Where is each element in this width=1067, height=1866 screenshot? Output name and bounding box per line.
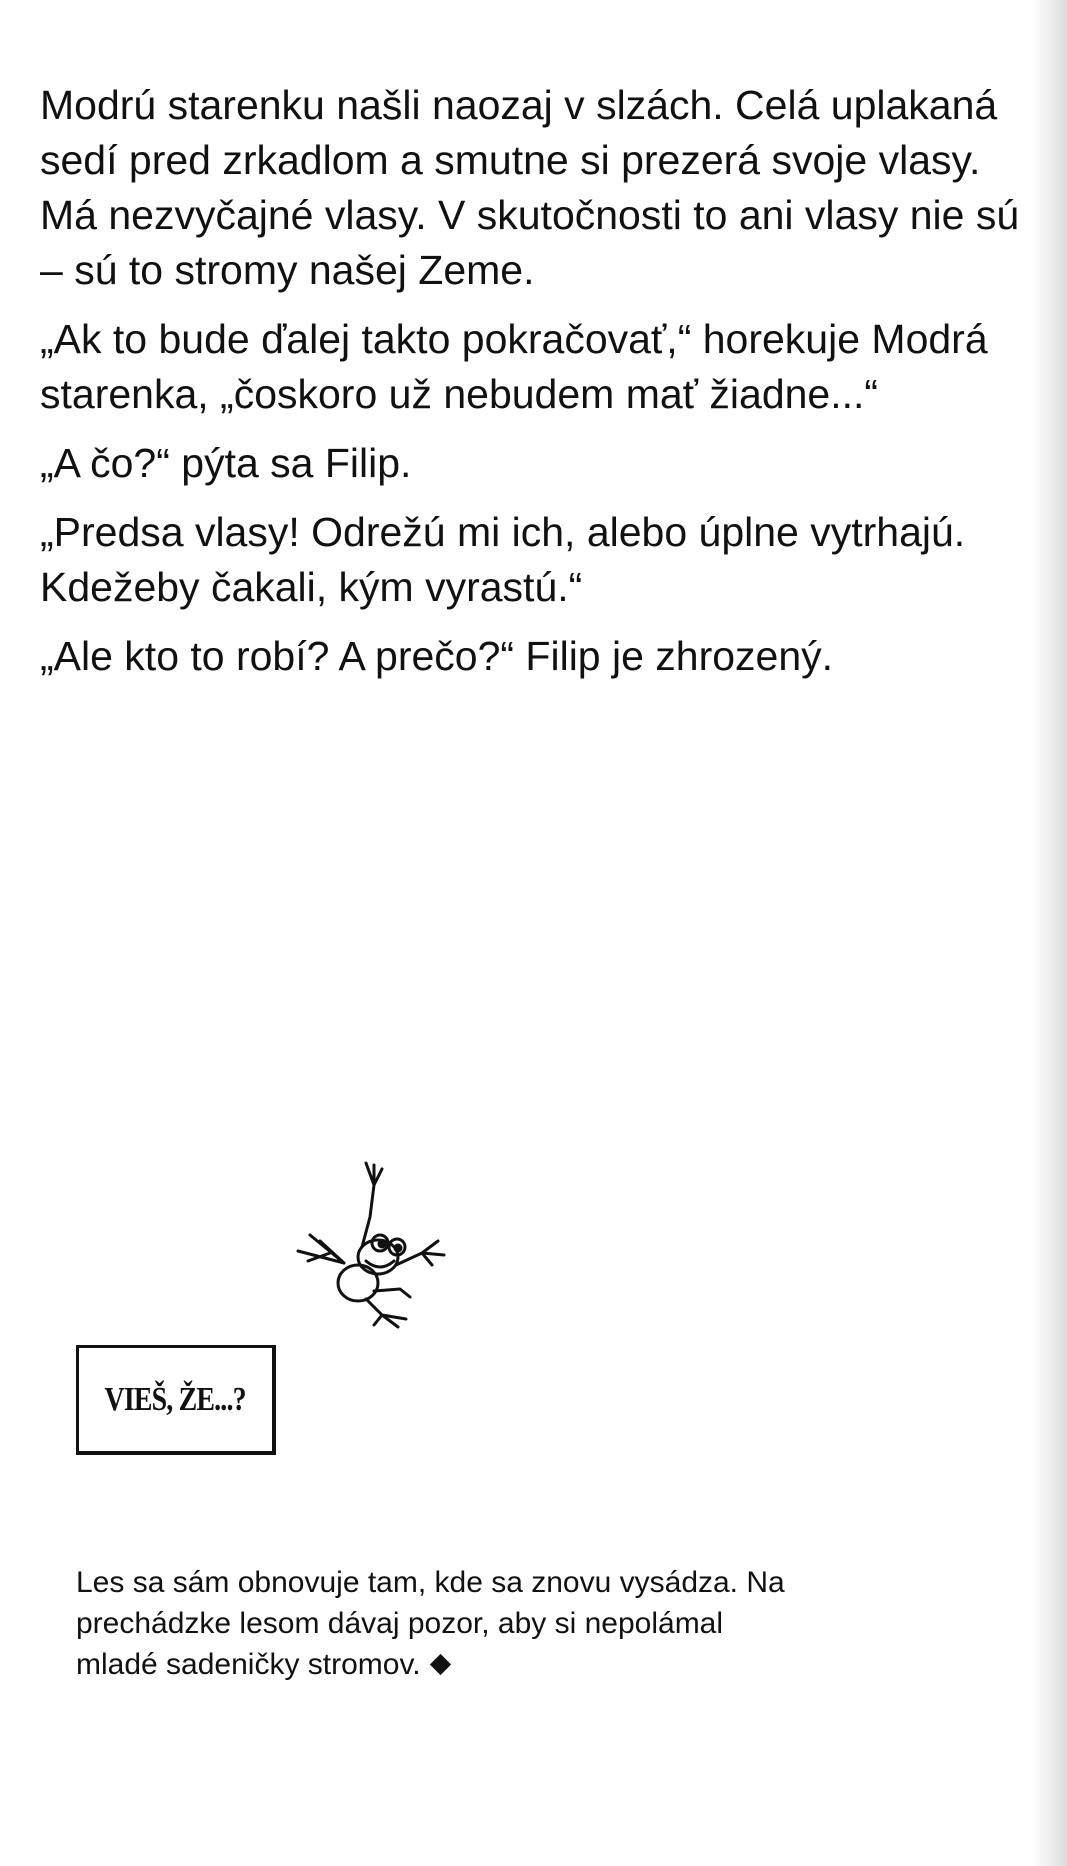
did-you-know-label: VIEŠ, ŽE...? [104, 1380, 247, 1418]
diamond-icon [429, 1654, 450, 1675]
story-paragraph-3: „A čo?“ pýta sa Filip. [40, 440, 412, 486]
story-paragraph-4: „Predsa vlasy! Odrežú mi ich, alebo úplne vytrhajú. Kdežeby čakali, kým vyrastú.“ [40, 509, 966, 610]
fact-text: Les sa sám obnovuje tam, kde sa znovu vysádza. Na prechádzke lesom dávaj pozor, aby si nepolámal mladé sadeničky stromov. [76, 1566, 785, 1681]
story-text [40, 78, 1020, 698]
story-paragraph-1: Modrú starenku našli naozaj v slzách. Celá uplakaná sedí pred zrkadlom a smutne si prezerá svoje vlasy. Má nezvyčajné vlasy. V skutočnosti to ani vlasy nie sú – sú to stromy našej Zeme. [40, 82, 1020, 293]
did-you-know-box [76, 1345, 276, 1455]
story-paragraph-2: „Ak to bude ďalej takto pokračovať,“ horekuje Modrá starenka, „čoskoro už nebudem mať žiadne...“ [40, 316, 988, 417]
fact-paragraph [76, 1562, 796, 1685]
page-edge-shadow [1033, 0, 1067, 1866]
story-paragraph-5: „Ale kto to robí? A prečo?“ Filip je zhrozený. [40, 633, 834, 679]
frog-icon [270, 1155, 480, 1330]
